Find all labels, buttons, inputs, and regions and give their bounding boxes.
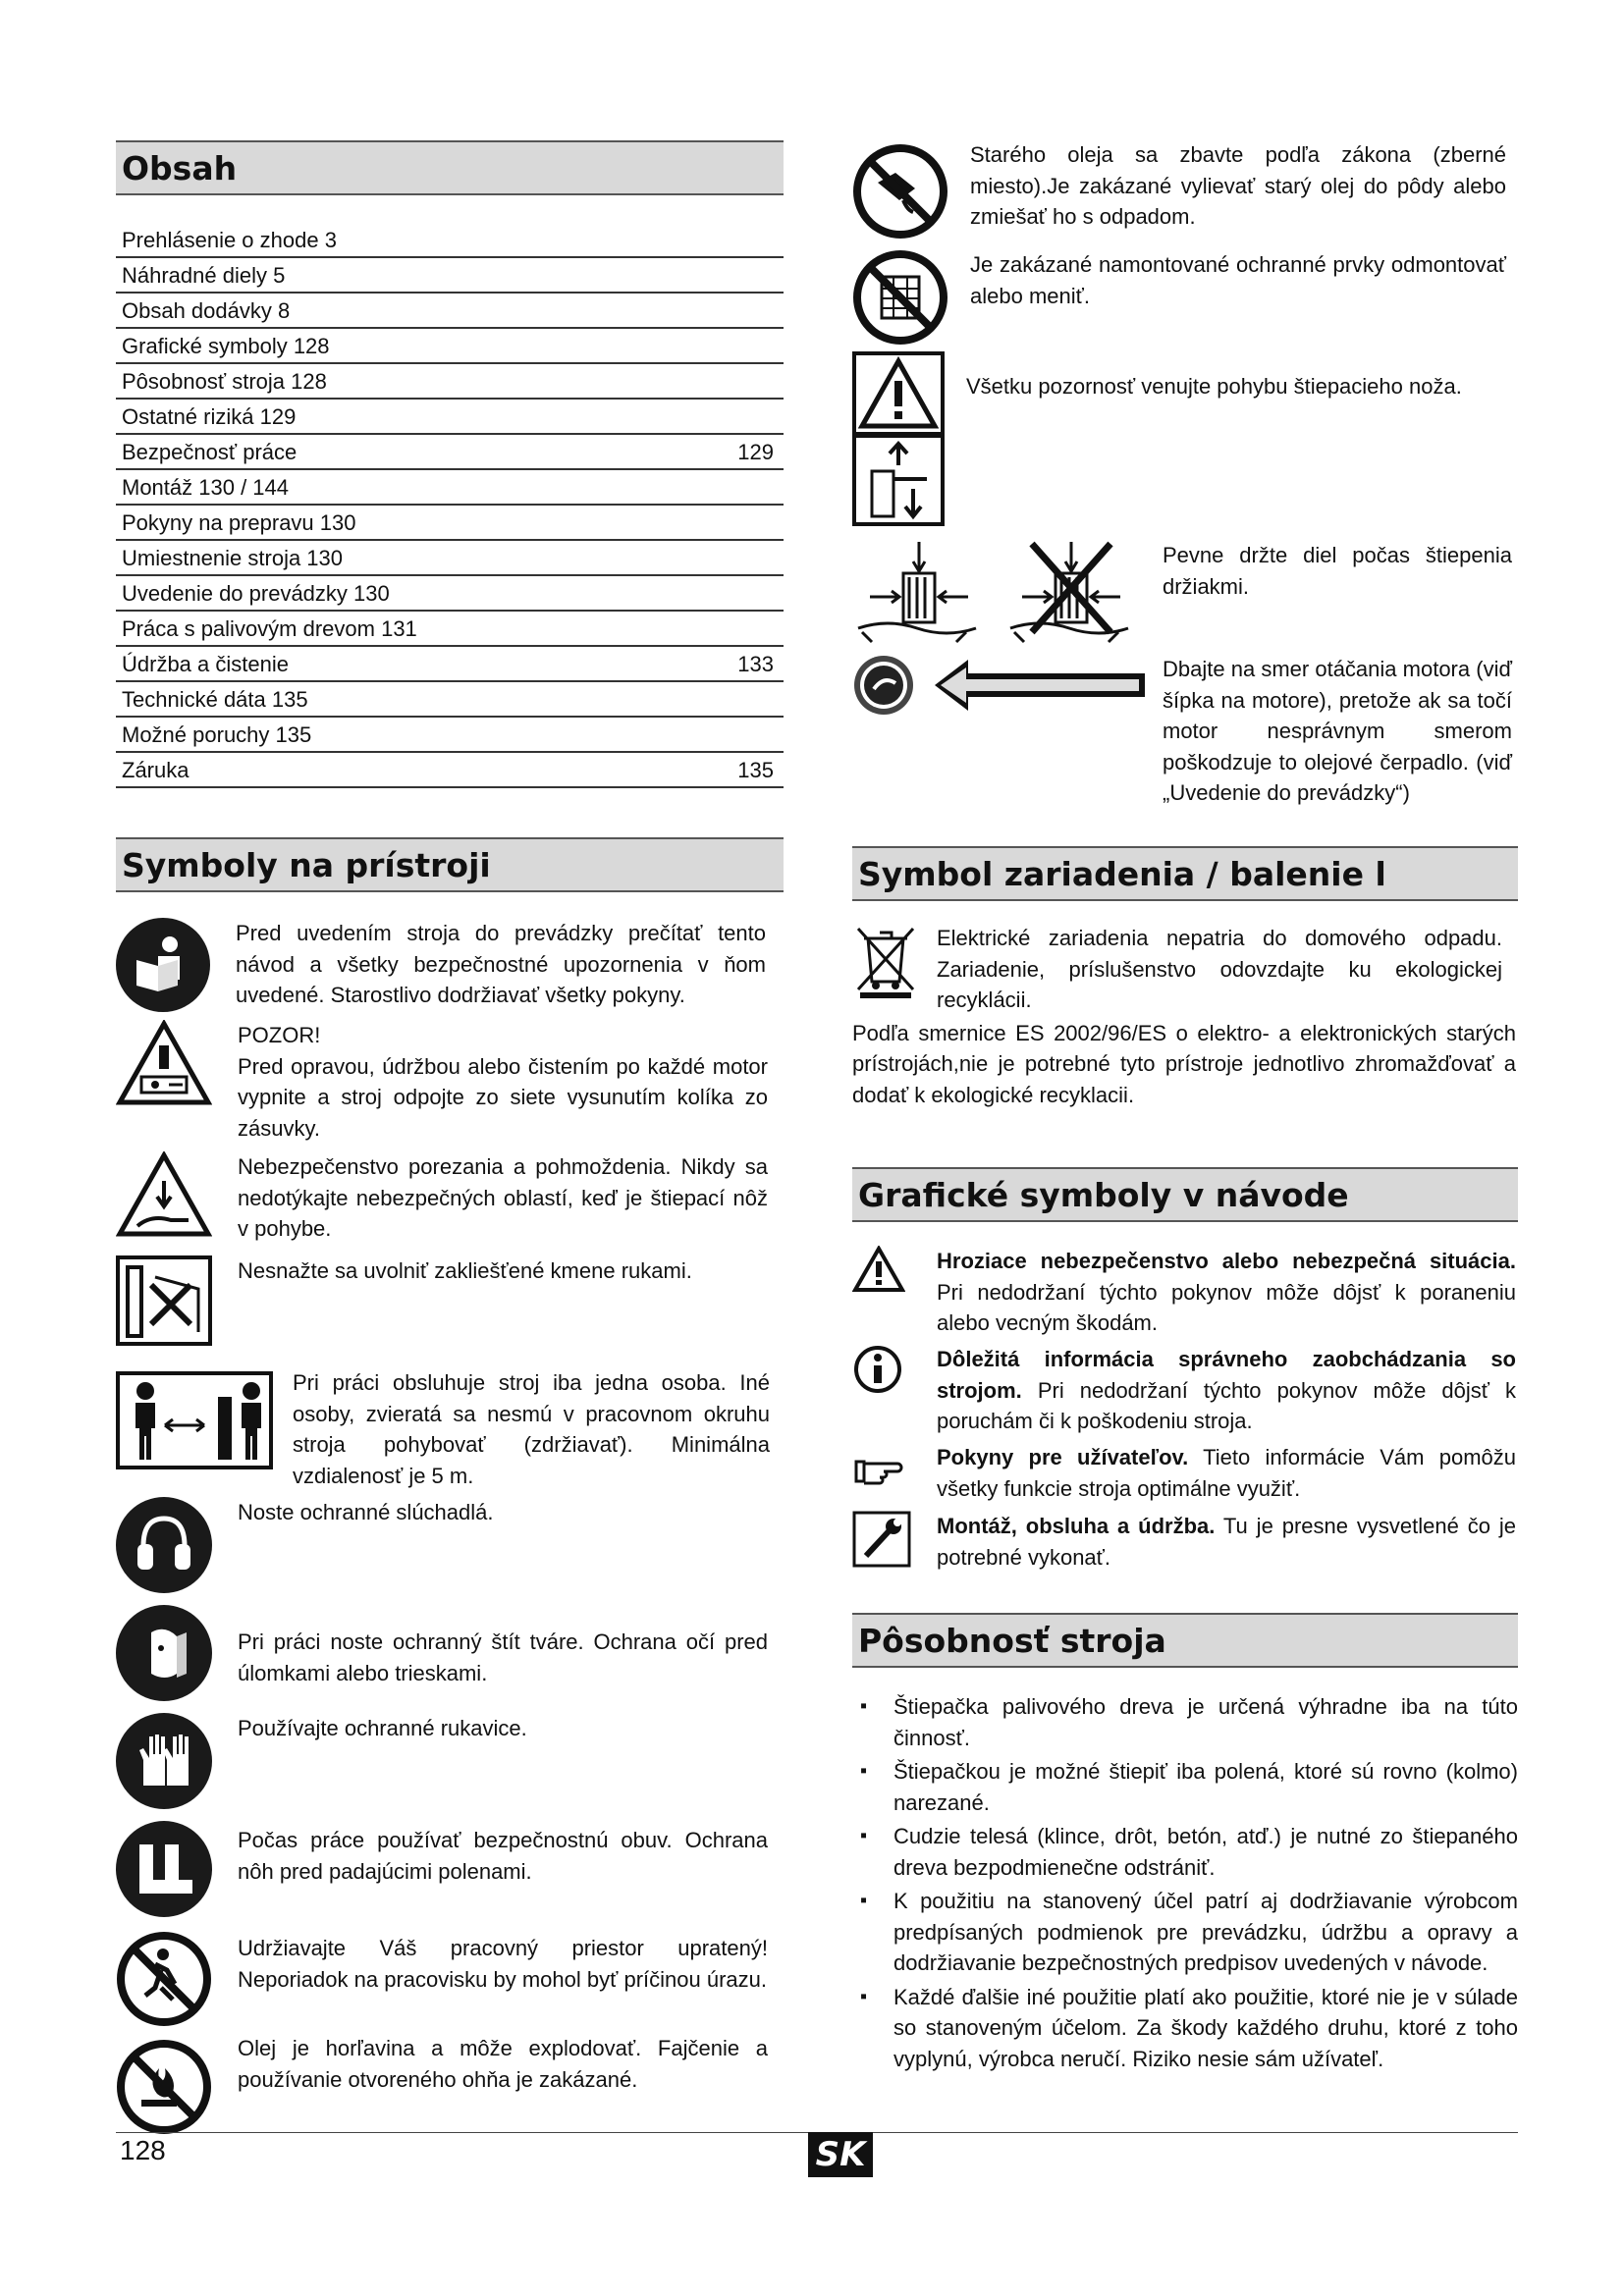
toc-page: 129 bbox=[737, 440, 774, 464]
toc-row[interactable] bbox=[116, 506, 784, 541]
toc-row[interactable] bbox=[116, 718, 784, 753]
unplug-warning-icon bbox=[116, 1020, 212, 1106]
symbol-row bbox=[116, 1605, 784, 1711]
toc-row[interactable] bbox=[116, 612, 784, 647]
symbol-text: Noste ochranné slúchadlá. bbox=[238, 1500, 494, 1524]
symbol-row bbox=[852, 1511, 1518, 1575]
gloves-icon bbox=[116, 1713, 212, 1809]
symbol-text bbox=[937, 1344, 1516, 1437]
symbol-row bbox=[852, 1246, 1518, 1340]
symbol-row bbox=[116, 1020, 784, 1151]
weee-bin-icon bbox=[852, 923, 919, 999]
toc-page: 135 bbox=[737, 758, 774, 782]
toc-page bbox=[774, 542, 780, 574]
symbol-row bbox=[116, 1931, 784, 2037]
symbol-text: Pri práci obsluhuje stroj iba jedna osoba. Iné osoby, zvieratá sa nesmú v pracovnom okruhu stroja pohybovať (zdržiavať). Minimálna vzdialenosť je 5 m. bbox=[293, 1370, 770, 1488]
list-item: ▪ Štiepačkou je možné štiepiť iba polená, ktoré sú rovno (kolmo) narezané. bbox=[852, 1756, 1518, 1818]
info-icon bbox=[852, 1344, 937, 1395]
ear-protection-icon bbox=[116, 1497, 212, 1593]
toc-row[interactable] bbox=[116, 682, 784, 718]
directive-text: Podľa smernice ES 2002/96/ES o elektro- a elektronických starých prístrojách,nie je potrebné tyto prístroje jednotlivo zhromažďovať a dodať k ekologické recyklacii. bbox=[852, 1020, 1516, 1107]
symbol-text: POZOR! Pred opravou, údržbou alebo čistením po každé motor vypnite a stroj odpojte zo siete vysunutím kolíka zo zásuvky. bbox=[238, 1023, 768, 1141]
symbol-text: Udržiavajte Váš pracovný priestor upratený! Neporiadok na pracovisku by mohol byť príčinou úrazu. bbox=[238, 1936, 768, 1992]
symbol-text: Všetku pozornosť venujte pohybu štiepacieho noža. bbox=[966, 374, 1462, 399]
page-number: 128 bbox=[120, 2135, 166, 2165]
toc-row[interactable] bbox=[116, 576, 784, 612]
toc-label: Prehlásenie o zhode 3 bbox=[122, 228, 337, 252]
pointing-hand-icon bbox=[852, 1442, 937, 1485]
symbol-row bbox=[852, 143, 1518, 249]
weee-text: Elektrické zariadenia nepatria do domového odpadu. Zariadenie, príslušenstvo odovzdajte ku ekologickej recyklácii. bbox=[937, 926, 1502, 1012]
toc-label: Bezpečnosť práce bbox=[122, 440, 298, 464]
toc-row[interactable] bbox=[116, 223, 784, 258]
read-manual-icon bbox=[116, 918, 210, 1012]
toc-page bbox=[774, 400, 780, 433]
toc-page bbox=[774, 224, 780, 256]
symbols-list bbox=[116, 918, 784, 2141]
toc-label: Uvedenie do prevádzky 130 bbox=[122, 581, 390, 606]
toc-page bbox=[774, 613, 780, 645]
symbol-text-rest: Tieto informácie Vám pomôžu všetky funkcie stroja optimálne využiť. bbox=[937, 1445, 1516, 1501]
symbol-row bbox=[852, 654, 1518, 811]
symbols-heading: Symboly na prístroji bbox=[116, 837, 784, 892]
symbol-row bbox=[852, 249, 1518, 351]
symbol-text: Nesnažte sa uvolniť zakliešťené kmene rukami. bbox=[238, 1258, 692, 1283]
toc-row[interactable] bbox=[116, 647, 784, 682]
symbol-row bbox=[116, 2036, 784, 2141]
symbol-text-bold: Dôležitá informácia správneho zaobchádzania so strojom. bbox=[937, 1347, 1516, 1403]
no-hands-jam-icon bbox=[116, 1255, 212, 1346]
symbol-row bbox=[852, 1442, 1518, 1507]
packaging-heading: Symbol zariadenia / balenie l bbox=[852, 846, 1518, 901]
symbol-text: Počas práce používať bezpečnostnú obuv. Ochrana nôh pred padajúcimi polenami. bbox=[238, 1828, 768, 1884]
toc-row[interactable] bbox=[116, 258, 784, 294]
toc-page bbox=[774, 507, 780, 539]
toc-row[interactable] bbox=[116, 541, 784, 576]
symbol-text-bold: Pokyny pre užívateľov. bbox=[937, 1445, 1189, 1469]
toc-row[interactable] bbox=[116, 294, 784, 329]
purpose-heading: Pôsobnosť stroja bbox=[852, 1613, 1518, 1668]
symbol-text-rest: Pri nedodržaní týchto pokynov môže dôjsť k poruchám či k poškodeniu stroja. bbox=[937, 1377, 1516, 1433]
weee-row bbox=[852, 923, 1518, 1016]
table-of-contents bbox=[116, 223, 784, 788]
toc-row[interactable] bbox=[116, 364, 784, 400]
symbol-text: Pevne držte diel počas štiepenia držiakmi. bbox=[1163, 543, 1512, 599]
toc-label: Umiestnenie stroja 130 bbox=[122, 546, 344, 570]
toc-heading: Obsah bbox=[116, 140, 784, 195]
no-trip-icon bbox=[116, 1931, 212, 2027]
symbol-text bbox=[937, 1442, 1516, 1504]
toc-row[interactable] bbox=[116, 329, 784, 364]
toc-label: Pôsobnosť stroja 128 bbox=[122, 369, 327, 394]
toc-row[interactable] bbox=[116, 435, 784, 470]
purpose-list bbox=[852, 1691, 1518, 2074]
symbol-row bbox=[116, 1821, 784, 1929]
toc-label: Obsah dodávky 8 bbox=[122, 298, 291, 323]
toc-row[interactable] bbox=[116, 400, 784, 435]
hold-log-icon bbox=[852, 534, 1145, 652]
toc-label: Práca s palivovým drevom 131 bbox=[122, 616, 417, 641]
toc-label: Údržba a čistenie bbox=[122, 652, 289, 676]
toc-label: Možné poruchy 135 bbox=[122, 722, 312, 747]
motor-direction-icon bbox=[852, 650, 1145, 719]
face-shield-icon bbox=[116, 1605, 212, 1701]
toc-page bbox=[774, 294, 780, 327]
symbol-row bbox=[116, 1367, 784, 1497]
no-oil-dump-icon bbox=[852, 143, 948, 240]
list-item: ▪ Každé ďalšie iné použitie platí ako použitie, ktoré nie je v súlade so stanoveným účelom. Za škody každého druhu, ktoré z toho vyplynú, výrobca neručí. Riziko nesie sám užívateľ. bbox=[852, 1982, 1518, 2075]
toc-page bbox=[774, 471, 780, 504]
toc-label: Grafické symboly 128 bbox=[122, 334, 330, 358]
symbol-text-bold: Hroziace nebezpečenstvo alebo nebezpečná situácia. bbox=[937, 1249, 1516, 1273]
symbol-text: Nebezpečenstvo porezania a pohmoždenia. Nikdy sa nedotýkajte nebezpečných oblastí, keď je štiepací nôž v pohybe. bbox=[238, 1154, 768, 1241]
left-column bbox=[116, 140, 784, 2141]
symbol-row bbox=[116, 1713, 784, 1817]
symbol-row bbox=[852, 351, 1518, 528]
toc-row[interactable] bbox=[116, 470, 784, 506]
safety-boots-icon bbox=[116, 1821, 212, 1917]
toc-row[interactable] bbox=[116, 753, 784, 788]
right-column bbox=[852, 143, 1518, 2077]
graphic-symbols-heading: Grafické symboly v návode bbox=[852, 1167, 1518, 1222]
symbol-text bbox=[937, 1511, 1516, 1573]
no-guard-removal-icon bbox=[852, 249, 948, 346]
hand-cut-warning-icon bbox=[116, 1151, 212, 1238]
symbol-text: Starého oleja sa zbavte podľa zákona (zberné miesto).Je zakázané vylievať starý olej do pôdy alebo zmiešať ho s odpadom. bbox=[970, 142, 1506, 229]
symbol-text: Je zakázané namontované ochranné prvky odmontovať alebo meniť. bbox=[970, 252, 1506, 308]
toc-label: Náhradné diely 5 bbox=[122, 263, 286, 288]
no-fire-smoking-icon bbox=[116, 2039, 212, 2135]
list-item: ▪ Cudzie telesá (klince, drôt, betón, atď.) je nutné zo štiepaného dreva bezpodmienečne odstrániť. bbox=[852, 1821, 1518, 1883]
one-operator-icon bbox=[116, 1371, 273, 1469]
symbol-text: Pri práci noste ochranný štít tváre. Ochrana očí pred úlomkami alebo trieskami. bbox=[238, 1629, 768, 1685]
graphic-symbols-list bbox=[852, 1246, 1518, 1575]
symbol-text-bold: Montáž, obsluha a údržba. bbox=[937, 1514, 1216, 1538]
symbol-text bbox=[937, 1246, 1516, 1339]
symbol-text-rest: Pri nedodržaní týchto pokynov môže dôjsť k poraneniu alebo vecným škodám. bbox=[937, 1279, 1516, 1335]
toc-page bbox=[774, 683, 780, 716]
list-item: ▪ K použitiu na stanovený účel patrí aj dodržiavanie výrobcom predpísaných podmienok pre prevádzku, údržbu a opravy a dodržiavanie bezpečnostných predpisov uvedených v návode. bbox=[852, 1886, 1518, 1979]
splitting-knife-warning-icon bbox=[852, 351, 945, 526]
toc-page bbox=[774, 719, 780, 751]
toc-label: Záruka bbox=[122, 758, 189, 782]
toc-page bbox=[774, 259, 780, 292]
toc-page bbox=[774, 365, 780, 398]
toc-label: Technické dáta 135 bbox=[122, 687, 308, 712]
symbol-text: Používajte ochranné rukavice. bbox=[238, 1716, 527, 1740]
toc-page bbox=[774, 577, 780, 610]
symbol-text: Dbajte na smer otáčania motora (viď šípka na motore), pretože ak sa točí motor nesprávnym smerom poškodzuje to olejové čerpadlo. (viď „Uvedenie do prevádzky“) bbox=[1163, 657, 1512, 805]
symbol-text-rest: Tu je presne vysvetlené čo je potrebné vykonať. bbox=[937, 1514, 1517, 1570]
toc-page bbox=[774, 330, 780, 362]
symbol-row bbox=[116, 1497, 784, 1603]
symbol-text: Olej je horľavina a môže explodovať. Fajčenie a používanie otvoreného ohňa je zakázané. bbox=[238, 2036, 768, 2092]
toc-label: Ostatné riziká 129 bbox=[122, 404, 297, 429]
symbol-row bbox=[116, 1255, 784, 1358]
toc-page: 133 bbox=[737, 652, 774, 676]
danger-triangle-icon bbox=[852, 1246, 937, 1293]
symbol-row bbox=[116, 918, 784, 1018]
symbol-row bbox=[852, 534, 1518, 654]
symbol-text: Pred uvedením stroja do prevádzky prečítať tento návod a všetky bezpečnostné upozornenia v ňom uvedené. Starostlivo dodržiavať všetky pokyny. bbox=[236, 921, 766, 1007]
symbol-row bbox=[852, 1344, 1518, 1438]
toc-label: Pokyny na prepravu 130 bbox=[122, 510, 356, 535]
list-item: ▪ Štiepačka palivového dreva je určená výhradne iba na túto činnosť. bbox=[852, 1691, 1518, 1753]
wrench-icon bbox=[852, 1511, 937, 1568]
toc-label: Montáž 130 / 144 bbox=[122, 475, 290, 500]
symbol-row bbox=[116, 1151, 784, 1252]
language-badge: SK bbox=[808, 2132, 873, 2177]
